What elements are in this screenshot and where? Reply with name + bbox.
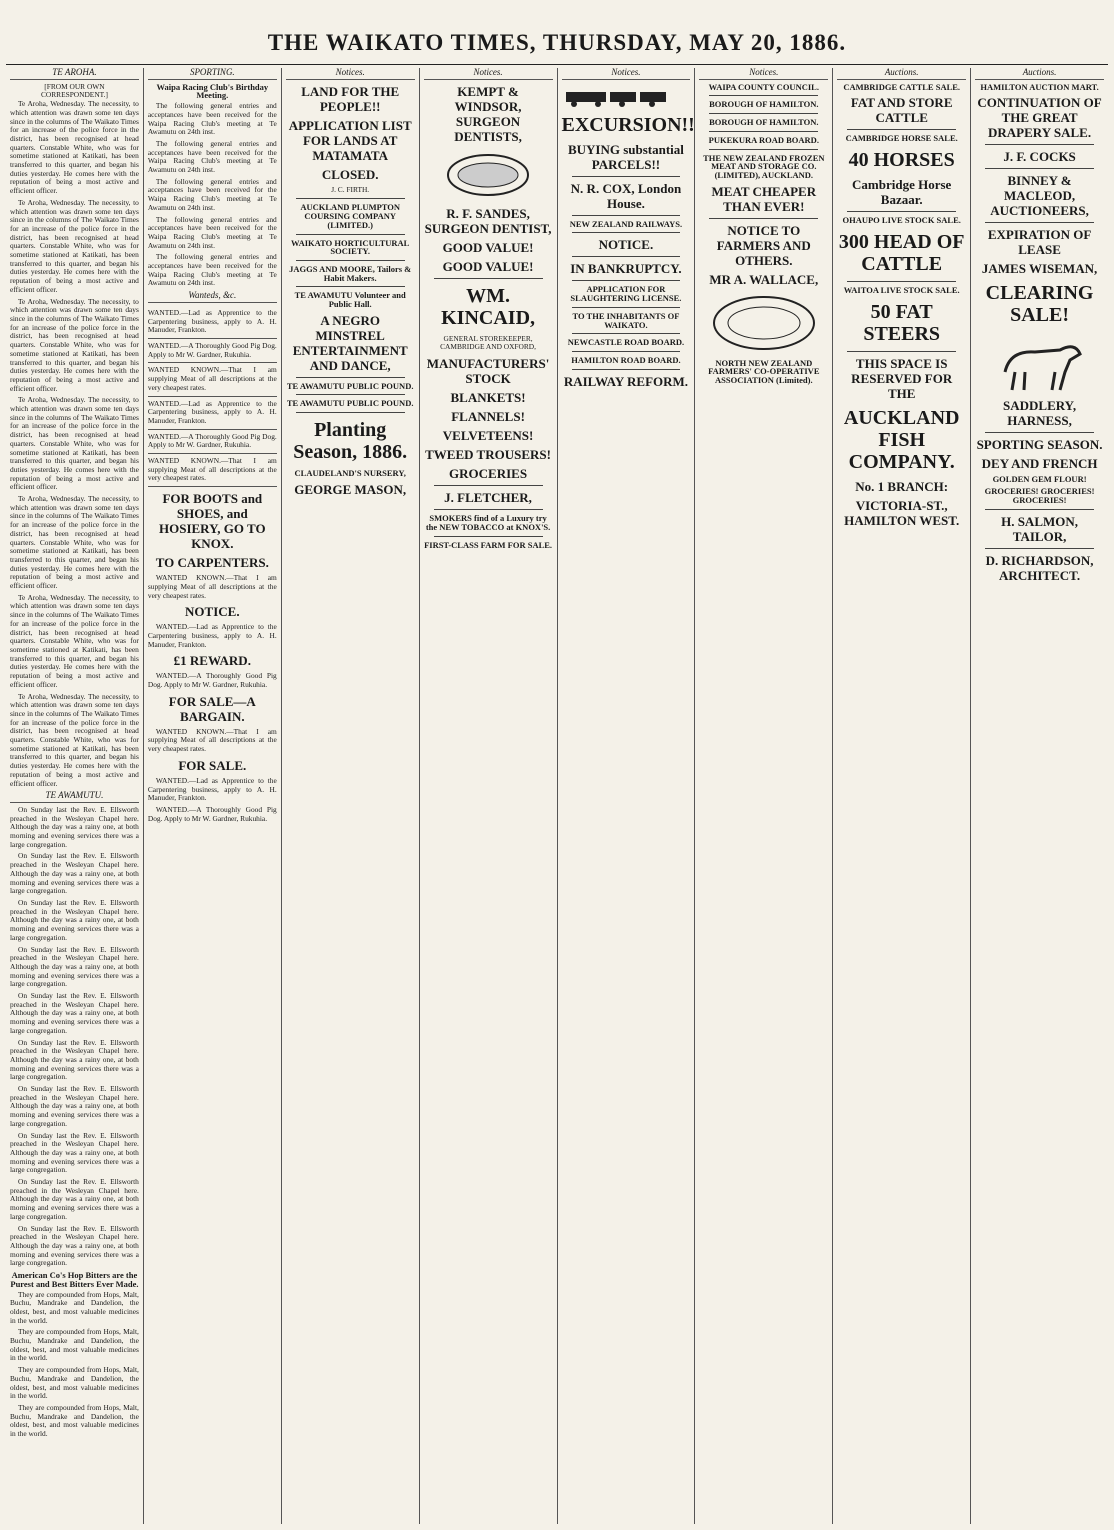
buying-ad: BUYING substantial PARCELS!! bbox=[567, 141, 684, 172]
divider bbox=[572, 215, 681, 216]
divider bbox=[572, 351, 681, 352]
coop-seal-illustration bbox=[709, 293, 819, 353]
article-text: On Sunday last the Rev. E. Ellsworth preached in the Wesleyan Chapel here. Although the day was a rainy one, at both morning and evening services there was a large congregation. bbox=[10, 1084, 139, 1128]
article-text: Te Aroha, Wednesday. The necessity, to which attention was drawn some ten days since in the columns of The Waikato Times for an increase of the police force in the district, has been recognised at head quarters. Constable White, who was for sometime stationed at Katikati, has been transferred to this quarter, and began his duties yesterday. He comes here with the reputation of being a most active and efficient officer. bbox=[10, 494, 139, 591]
divider bbox=[709, 113, 818, 114]
ad-headline: TE AWAMUTU PUBLIC POUND. bbox=[286, 398, 414, 409]
article-text: Te Aroha, Wednesday. The necessity, to which attention was drawn some ten days since in the columns of The Waikato Times for an increase of the police force in the district, has been recognised at head quarters. Constable White, who was for sometime stationed at Katikati, has been transferred to this quarter, and began his duties yesterday. He comes here with the reputation of being a most active and efficient officer. bbox=[10, 691, 139, 788]
ad-headline: WAIKATO HORTICULTURAL SOCIETY. bbox=[291, 237, 410, 257]
divider bbox=[572, 176, 681, 177]
article-text: On Sunday last the Rev. E. Ellsworth preached in the Wesleyan Chapel here. Although the day was a rainy one, at both morning and evening services there was a large congregation. bbox=[10, 1177, 139, 1221]
divider bbox=[709, 131, 818, 132]
application-list: APPLICATION LIST FOR LANDS AT MATAMATA bbox=[288, 117, 412, 163]
column-head: TE AROHA. bbox=[10, 68, 139, 80]
sporting-season: SPORTING SEASON. bbox=[976, 437, 1103, 453]
pukekura-notice: PUKEKURA ROAD BOARD. bbox=[708, 134, 819, 145]
column-2 bbox=[143, 68, 281, 1524]
sale-ad: FOR SALE—A BARGAIN. bbox=[168, 693, 256, 724]
article-text: On Sunday last the Rev. E. Ellsworth preached in the Wesleyan Chapel here. Although the day was a rainy one, at both morning and evening services there was a large congregation. bbox=[10, 1223, 139, 1268]
column-head: Notices. bbox=[699, 68, 828, 80]
divider bbox=[572, 232, 681, 233]
divider bbox=[985, 168, 1094, 169]
column-4 bbox=[419, 68, 557, 1524]
notice-heading: NOTICE. bbox=[598, 237, 654, 253]
stock-ad: MANUFACTURERS' STOCK bbox=[426, 356, 550, 387]
divider bbox=[296, 260, 405, 261]
dentist-ad: KEMPT & WINDSOR, SURGEON DENTISTS, bbox=[454, 83, 522, 144]
hamilton-notice: HAMILTON ROAD BOARD. bbox=[571, 354, 681, 365]
article-text: Te Aroha, Wednesday. The necessity, to which attention was drawn some ten days since in the columns of The Waikato Times for an increase of the police force in the district, has been recognised at head quarters. Constable White, who was for sometime stationed at Katikati, has been transferred to this quarter, and began his duties yesterday. He comes here with the reputation of being a most active and efficient officer. bbox=[10, 99, 139, 196]
divider bbox=[572, 307, 681, 308]
divider bbox=[709, 149, 818, 150]
ad-headline: American Co's Hop Bitters are the Purest and Best Bitters Ever Made. bbox=[10, 1270, 139, 1289]
cattle-sale: CAMBRIDGE CATTLE SALE. bbox=[843, 81, 961, 92]
divider bbox=[296, 394, 405, 395]
article-text: On Sunday last the Rev. E. Ellsworth preached in the Wesleyan Chapel here. Although the day was a rainy one, at both morning and evening services there was a large congregation. bbox=[10, 851, 139, 896]
divider bbox=[296, 234, 405, 235]
frozen-meat-notice: THE NEW ZEALAND FROZEN MEAT AND STORAGE CO. (LIMITED), AUCKLAND. bbox=[703, 152, 825, 180]
column-head: Notices. bbox=[286, 68, 415, 80]
branch-label: No. 1 BRANCH: bbox=[855, 478, 949, 494]
article-text: Te Aroha, Wednesday. The necessity, to which attention was drawn some ten days since in the columns of The Waikato Times for an increase of the police force in the district, has been recognised at head quarters. Constable White, who was for sometime stationed at Katikati, has been transferred to this quarter, and began his duties yesterday. He comes here with the reputation of being a most active and efficient officer. bbox=[10, 296, 139, 393]
divider bbox=[434, 485, 543, 486]
dey-french: DEY AND FRENCH bbox=[981, 456, 1098, 472]
divider bbox=[296, 412, 405, 413]
golden-gem: GOLDEN GEM FLOUR! bbox=[992, 474, 1087, 485]
minstrel-ad: A NEGRO MINSTREL ENTERTAINMENT AND DANCE, bbox=[292, 312, 408, 373]
horse-illustration bbox=[990, 332, 1090, 392]
divider bbox=[709, 218, 818, 219]
ad-text: They are compounded from Hops, Malt, Buchu, Mandrake and Dandelion, the oldest, best, and most valuable medicines in the world. bbox=[10, 1289, 139, 1325]
binney-ad: BINNEY & MACLEOD, AUCTIONEERS, bbox=[990, 173, 1089, 219]
railway-reform: RAILWAY REFORM. bbox=[563, 373, 689, 389]
classified-ad: WANTED.—Lad as Apprentice to the Carpentering business, apply to A. H. Manuder, Frankton. bbox=[148, 306, 277, 339]
cocks-ad: J. F. COCKS bbox=[1003, 149, 1076, 165]
good-value: GOOD VALUE! bbox=[442, 258, 534, 274]
classified-ad: WANTED KNOWN.—That I am supplying Meat of all descriptions at the very cheapest rates. bbox=[148, 454, 277, 487]
divider bbox=[847, 211, 956, 212]
three-hundred-cattle: 300 HEAD OF CATTLE bbox=[838, 230, 965, 275]
velveteens-ad: VELVETEENS! bbox=[442, 428, 534, 444]
auction-mart: HAMILTON AUCTION MART. bbox=[980, 81, 1099, 92]
column-subhead: TE AWAMUTU. bbox=[10, 791, 139, 803]
section-head: Wanteds, &c. bbox=[148, 291, 277, 303]
dentures-illustration bbox=[443, 150, 533, 200]
excursion-ad: EXCURSION!! bbox=[561, 113, 695, 136]
closed-notice: CLOSED. bbox=[321, 166, 379, 182]
drapery-sale: CONTINUATION OF THE GREAT DRAPERY SALE. bbox=[977, 95, 1102, 141]
ad-text: WANTED.—A Thoroughly Good Pig Dog. Apply to Mr W. Gardner, Rukuhia. bbox=[147, 671, 277, 690]
ohaupo-sale: OHAUPO LIVE STOCK SALE. bbox=[842, 215, 961, 226]
ad-text: WANTED KNOWN.—That I am supplying Meat of all descriptions at the very cheapest rates. bbox=[147, 573, 277, 600]
classified-ad: WANTED KNOWN.—That I am supplying Meat of all descriptions at the very cheapest rates. bbox=[148, 363, 277, 396]
fish-company: AUCKLAND FISH COMPANY. bbox=[843, 406, 960, 473]
blankets-ad: BLANKETS! bbox=[450, 390, 526, 406]
column-head: Notices. bbox=[424, 68, 553, 80]
ad-headline: Waipa Racing Club's Birthday Meeting. bbox=[156, 81, 269, 101]
waipa-notice: WAIPA COUNTY COUNCIL. bbox=[708, 81, 819, 92]
article-text: On Sunday last the Rev. E. Ellsworth preached in the Wesleyan Chapel here. Although the day was a rainy one, at both morning and evening services there was a large congregation. bbox=[10, 991, 139, 1035]
wallace-ad: MR A. WALLACE, bbox=[709, 271, 819, 287]
article-text: The following general entries and acceptances have been received for the Waipa Racing Club's meeting at Te Awamutu on 24th inst. bbox=[147, 101, 277, 137]
expiration-ad: EXPIRATION OF LEASE bbox=[987, 227, 1092, 258]
ad-text: They are compounded from Hops, Malt, Buchu, Mandrake and Dandelion, the oldest, best, and most valuable medicines in the world. bbox=[10, 1402, 139, 1439]
inhabitants-notice: TO THE INHABITANTS OF WAIKATO. bbox=[572, 310, 680, 330]
planting-ad: Planting Season, 1886. bbox=[293, 419, 408, 464]
article-text: On Sunday last the Rev. E. Ellsworth preached in the Wesleyan Chapel here. Although the day was a rainy one, at both morning and evening services there was a large congregation. bbox=[10, 1130, 139, 1175]
forsale-ad: FOR SALE. bbox=[178, 757, 247, 773]
divider bbox=[296, 198, 405, 199]
column-8 bbox=[970, 68, 1108, 1524]
kincaid-name: WM. KINCAID, bbox=[441, 284, 536, 329]
column-7 bbox=[832, 68, 970, 1524]
trousers-ad: TWEED TROUSERS! bbox=[425, 447, 551, 463]
divider bbox=[572, 369, 681, 370]
ad-text: WANTED KNOWN.—That I am supplying Meat of all descriptions at the very cheapest rates. bbox=[147, 726, 277, 754]
ad-headline: TE AWAMUTU Volunteer and Public Hall. bbox=[294, 290, 406, 310]
divider bbox=[296, 377, 405, 378]
ad-text: They are compounded from Hops, Malt, Buchu, Mandrake and Dandelion, the oldest, best, and most valuable medicines in the world. bbox=[10, 1327, 139, 1363]
fifty-steers: 50 FAT STEERS bbox=[863, 300, 941, 345]
newspaper-columns bbox=[6, 68, 1108, 1524]
article-text: On Sunday last the Rev. E. Ellsworth preached in the Wesleyan Chapel here. Although the day was a rainy one, at both morning and evening services there was a large congregation. bbox=[10, 804, 139, 849]
ad-text: They are compounded from Hops, Malt, Buchu, Mandrake and Dandelion, the oldest, best, and most valuable medicines in the world. bbox=[10, 1365, 139, 1401]
meat-cheaper: MEAT CHEAPER THAN EVER! bbox=[711, 183, 817, 214]
masthead bbox=[0, 0, 1114, 62]
horse-bazaar: Cambridge Horse Bazaar. bbox=[852, 177, 952, 208]
borough-notice: BOROUGH OF HAMILTON. bbox=[709, 117, 819, 128]
clearing-sale: CLEARING SALE! bbox=[985, 282, 1094, 327]
railways-notice: NEW ZEALAND RAILWAYS. bbox=[569, 218, 683, 229]
divider bbox=[572, 280, 681, 281]
article-text: The following general entries and acceptances have been received for the Waipa Racing Club's meeting at Te Awamutu on 24th inst. bbox=[147, 214, 277, 250]
wiseman-ad: JAMES WISEMAN, bbox=[981, 261, 1098, 277]
saddlery-ad: SADDLERY, HARNESS, bbox=[1003, 398, 1077, 429]
knox-ad: FOR BOOTS and SHOES, and HOSIERY, GO TO KNOX. bbox=[159, 491, 266, 552]
cox-ad: N. R. COX, London House. bbox=[570, 180, 682, 211]
divider bbox=[296, 286, 405, 287]
ad-headline: TE AWAMUTU PUBLIC POUND. bbox=[286, 380, 414, 391]
column-6 bbox=[694, 68, 832, 1524]
article-text: The following general entries and acceptances have been received for the Waipa Racing Club's meeting at Te Awamutu on 24th inst. bbox=[147, 176, 277, 212]
reserved-space: THIS SPACE IS RESERVED FOR THE bbox=[851, 355, 953, 401]
coop-notice: NORTH NEW ZEALAND FARMERS' CO-OPERATIVE ASSOCIATION (Limited). bbox=[708, 357, 820, 386]
flannels-ad: FLANNELS! bbox=[451, 409, 525, 425]
mason-ad: GEORGE MASON, bbox=[294, 481, 407, 497]
fletcher-ad: J. FLETCHER, bbox=[444, 490, 532, 506]
fat-store-cattle: FAT AND STORE CATTLE bbox=[850, 95, 953, 126]
ad-headline: JAGGS AND MOORE, Tailors & Habit Makers. bbox=[289, 263, 412, 283]
divider bbox=[985, 509, 1094, 510]
victoria-st: VICTORIA-ST., HAMILTON WEST. bbox=[844, 497, 960, 528]
article-text: On Sunday last the Rev. E. Ellsworth preached in the Wesleyan Chapel here. Although the day was a rainy one, at both morning and evening services there was a large congregation. bbox=[10, 1037, 139, 1082]
ad-text: WANTED.—A Thoroughly Good Pig Dog. Apply to Mr W. Gardner, Rukuhia. bbox=[147, 804, 277, 823]
divider bbox=[709, 95, 818, 96]
article-text: The following general entries and acceptances have been received for the Waipa Racing Club's meeting at Te Awamutu on 24th inst. bbox=[147, 252, 277, 288]
signature: J. C. FIRTH. bbox=[331, 184, 370, 194]
column-1 bbox=[6, 68, 143, 1524]
forty-horses: 40 HORSES bbox=[848, 149, 955, 172]
groceries-ad: GROCERIES bbox=[449, 466, 528, 482]
carpenters-ad: TO CARPENTERS. bbox=[155, 555, 269, 571]
divider bbox=[434, 536, 543, 537]
classified-ad: WANTED.—A Thoroughly Good Pig Dog. Apply to Mr W. Gardner, Rukuhia. bbox=[148, 430, 277, 454]
divider bbox=[985, 432, 1094, 433]
divider bbox=[434, 509, 543, 510]
divider bbox=[847, 129, 956, 130]
richardson-ad: D. RICHARDSON, ARCHITECT. bbox=[985, 552, 1094, 583]
article-text: Te Aroha, Wednesday. The necessity, to which attention was drawn some ten days since in the columns of The Waikato Times for an increase of the police force in the district, has been recognised at head quarters. Constable White, who was for sometime stationed at Katikati, has been transferred to this quarter, and began his duties yesterday. He comes here with the reputation of being a most active and efficient officer. bbox=[10, 592, 139, 689]
waitoa-sale: WAITOA LIVE STOCK SALE. bbox=[843, 284, 960, 295]
newspaper-title: THE WAIKATO TIMES, THURSDAY, MAY 20, 1886. bbox=[267, 30, 847, 55]
classified-ad: WANTED.—A Thoroughly Good Pig Dog. Apply to Mr W. Gardner, Rukuhia. bbox=[148, 339, 277, 363]
bankruptcy-heading: IN BANKRUPTCY. bbox=[570, 261, 682, 277]
divider bbox=[572, 333, 681, 334]
divider bbox=[985, 144, 1094, 145]
groceries-banner: GROCERIES! GROCERIES! GROCERIES! bbox=[984, 486, 1095, 505]
land-ad: LAND FOR THE PEOPLE!! bbox=[301, 83, 400, 114]
farm-ad: FIRST-CLASS FARM FOR SALE. bbox=[424, 539, 553, 550]
farmers-notice: NOTICE TO FARMERS AND OTHERS. bbox=[716, 222, 811, 268]
column-3 bbox=[281, 68, 419, 1524]
byline: [FROM OUR OWN CORRESPONDENT.] bbox=[40, 81, 108, 100]
divider bbox=[434, 278, 543, 279]
sandes-ad: R. F. SANDES, SURGEON DENTIST, bbox=[424, 205, 552, 236]
slaughter-notice: APPLICATION FOR SLAUGHTERING LICENSE. bbox=[570, 284, 682, 304]
salmon-ad: H. SALMON, TAILOR, bbox=[1001, 513, 1079, 544]
column-head: SPORTING. bbox=[148, 68, 277, 80]
column-head: Auctions. bbox=[975, 68, 1104, 80]
ad-text: WANTED.—Lad as Apprentice to the Carpentering business, apply to A. H. Manuder, Frankton. bbox=[147, 622, 277, 649]
notice-ad: NOTICE. bbox=[185, 604, 240, 620]
divider bbox=[847, 351, 956, 352]
kincaid-sub: GENERAL STOREKEEPER, CAMBRIDGE AND OXFORD, bbox=[440, 333, 536, 352]
classified-ad: WANTED.—Lad as Apprentice to the Carpentering business, apply to A. H. Manuder, Frankton. bbox=[148, 397, 277, 430]
train-illustration bbox=[562, 86, 695, 108]
newcastle-notice: NEWCASTLE ROAD BOARD. bbox=[567, 337, 685, 348]
reward-ad: £1 REWARD. bbox=[173, 653, 251, 669]
column-5 bbox=[557, 68, 695, 1524]
divider bbox=[572, 256, 681, 257]
article-text: Te Aroha, Wednesday. The necessity, to which attention was drawn some ten days since in the columns of The Waikato Times for an increase of the police force in the district, has been recognised at head quarters. Constable White, who was for sometime stationed at Katikati, has been transferred to this quarter, and began his duties yesterday. He comes here with the reputation of being a most active and efficient officer. bbox=[10, 395, 139, 492]
article-text: On Sunday last the Rev. E. Ellsworth preached in the Wesleyan Chapel here. Although the day was a rainy one, at both morning and evening services there was a large congregation. bbox=[10, 944, 139, 989]
header-rule bbox=[6, 64, 1108, 65]
article-text: The following general entries and acceptances have been received for the Waipa Racing Club's meeting at Te Awamutu on 24th inst. bbox=[147, 138, 277, 175]
article-text: On Sunday last the Rev. E. Ellsworth preached in the Wesleyan Chapel here. Although the day was a rainy one, at both morning and evening services there was a large congregation. bbox=[10, 897, 139, 942]
horse-sale: CAMBRIDGE HORSE SALE. bbox=[845, 133, 958, 144]
smokers-ad: SMOKERS find of a Luxury try the NEW TOBACCO at KNOX'S. bbox=[425, 513, 551, 532]
ad-headline: AUCKLAND PLUMPTON COURSING COMPANY (LIMITED.) bbox=[300, 202, 401, 230]
article-text: Te Aroha, Wednesday. The necessity, to which attention was drawn some ten days since in the columns of The Waikato Times for an increase of the police force in the district, has been recognised at head quarters. Constable White, who was for sometime stationed at Katikati, has been transferred to this quarter, and began his duties yesterday. He comes here with the reputation of being a most active and efficient officer. bbox=[10, 197, 139, 294]
ad-text: WANTED.—Lad as Apprentice to the Carpentering business, apply to A. H. Manuder, Frankton. bbox=[147, 775, 277, 803]
divider bbox=[985, 548, 1094, 549]
column-head: Notices. bbox=[562, 68, 691, 80]
borough-notice: BOROUGH OF HAMILTON. bbox=[709, 99, 819, 110]
divider bbox=[985, 222, 1094, 223]
column-head: Auctions. bbox=[837, 68, 966, 80]
ad-headline: CLAUDELAND'S NURSERY, bbox=[294, 468, 406, 479]
good-value: GOOD VALUE! bbox=[442, 239, 534, 255]
divider bbox=[847, 281, 956, 282]
